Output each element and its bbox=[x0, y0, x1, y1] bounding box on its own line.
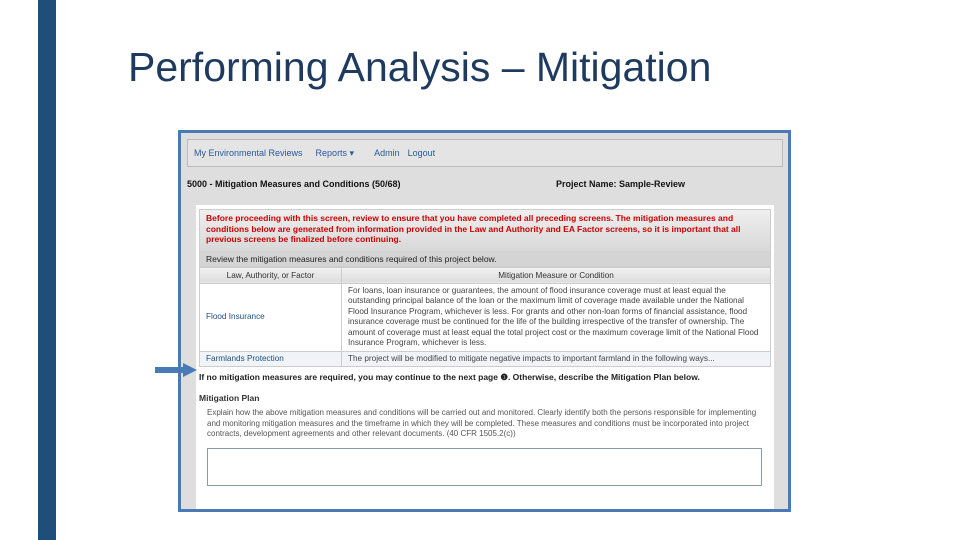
nav-logout[interactable]: Logout bbox=[407, 148, 436, 158]
table-row bbox=[200, 283, 771, 351]
accent-bar bbox=[38, 0, 56, 540]
plan-label: Mitigation Plan bbox=[199, 393, 260, 403]
screen-title: 5000 - Mitigation Measures and Conditions (50/68) bbox=[187, 179, 401, 189]
col-measure: Mitigation Measure or Condition bbox=[342, 267, 771, 283]
nav-reports[interactable]: Reports ▾ bbox=[315, 147, 355, 158]
mitigation-plan-textarea[interactable] bbox=[207, 448, 762, 486]
law-cell[interactable]: Flood Insurance bbox=[200, 283, 342, 351]
continue-note: If no mitigation measures are required, you may continue to the next page ❶. Otherwise, describe the Mitigation Plan below. bbox=[199, 372, 700, 382]
project-name: Project Name: Sample-Review bbox=[556, 179, 686, 189]
warning-text: Before proceeding with this screen, review to ensure that you have completed all preceding screens. The mitigation measures and conditions below are generated from information provided in the Law and Authority and EA Factor screens, so it is important that all previous screens be finalized before continuing. bbox=[199, 209, 771, 251]
measure-cell: The project will be modified to mitigate negative impacts to important farmland in the following ways... bbox=[342, 351, 771, 367]
law-cell[interactable]: Farmlands Protection bbox=[200, 351, 342, 367]
review-text: Review the mitigation measures and conditions required of this project below. bbox=[199, 251, 771, 267]
arrow-icon bbox=[155, 363, 197, 377]
slide-title: Performing Analysis – Mitigation bbox=[128, 44, 712, 90]
table-row bbox=[200, 351, 771, 367]
nav-my-reviews[interactable]: My Environmental Reviews bbox=[194, 148, 303, 158]
mitigation-table bbox=[199, 267, 771, 368]
col-law: Law, Authority, or Factor bbox=[200, 267, 342, 283]
content-panel bbox=[196, 205, 774, 509]
nav-bar bbox=[187, 139, 783, 167]
nav-admin[interactable]: Admin bbox=[374, 148, 400, 158]
measure-cell: For loans, loan insurance or guarantees, the amount of flood insurance coverage must at least equal the outstanding principal balance of the loan or the maximum limit of coverage made available under the National Flood Insurance Program, whichever is less. For grants and other non-loan forms of financial assistance, flood insurance coverage must be continued for the life of the building irrespective of the transfer of ownership. The amount of coverage must at least equal the total project cost or the maximum coverage limit of the National Flood Insurance Program, whichever is less. bbox=[342, 283, 771, 351]
screenshot-frame bbox=[178, 130, 791, 512]
plan-help: Explain how the above mitigation measures and conditions will be carried out and monitored. Clearly identify both the persons responsible for implementing and monitoring mitigation measures and the timeframe in which they will be completed. These measures and conditions must be incorporated into project contracts, development agreements and other relevant documents. (40 CFR 1505.2(c)) bbox=[207, 408, 757, 438]
